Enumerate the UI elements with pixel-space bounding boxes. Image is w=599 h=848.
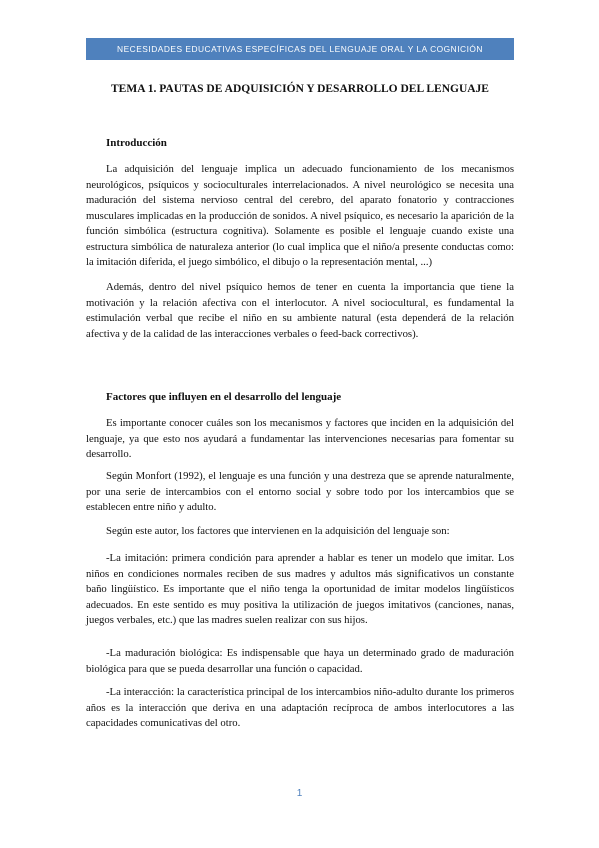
document-title: TEMA 1. PAUTAS DE ADQUISICIÓN Y DESARROLLO DEL LENGUAJE [111,83,489,95]
paragraph: Es importante conocer cuáles son los mecanismos y factores que inciden en la adquisición del lenguaje, ya que esto nos ayudará a fundamentar las intervenciones necesarias para fomentar su desarrollo. [86,417,514,460]
list-item-maduracion: -La maduración biológica: Es indispensable que haya un determinado grado de maduración biológica para que se pueda desarrollar una función o capacidad. [86,647,514,675]
running-header-text: NECESIDADES EDUCATIVAS ESPECÍFICAS DEL LENGUAJE ORAL Y LA COGNICIÓN [117,44,483,54]
list-item-interaccion: -La interacción: la característica principal de los intercambios niño-adulto durante los primeros años es la interacción que deriva en una adaptación recíproca de ambos interlocutores a las capacidades comunicativas del otro. [86,686,514,729]
paragraph: Según Monfort (1992), el lenguaje es una función y una destreza que se aprende naturalmente, por una serie de intercambios con el entorno social y sobre todo por los intercambios que se establecen entre niño y adulto. [86,470,514,513]
running-header [86,38,514,60]
section-heading-factores: Factores que influyen en el desarrollo del lenguaje [106,391,342,403]
paragraph: La adquisición del lenguaje implica un adecuado funcionamiento de los mecanismos neurológicos, psíquicos y socioculturales interrelacionados. A nivel neurológico se necesita una maduración del sistema nervioso central del cerebro, del aparato fonatorio y contracciones musculares implicadas en la producción de sonidos. A nivel psíquico, es necesario la aparición de la función simbólica (estructura cognitiva). Solamente es posible el lenguaje cuando existe una estructura simbólica de naturaleza anterior (lo cual implica que el niño/a presente conductas como: la imitación diferida, el juego simbólico, el dibujo o la representación mental, ...) [86,163,514,268]
section-heading-introduccion: Introducción [106,137,167,149]
paragraph: Además, dentro del nivel psíquico hemos de tener en cuenta la importancia que tiene la motivación y la relación afectiva con el interlocutor. A nivel sociocultural, es fundamental la estimulación verbal que recibe el niño en su ambiente natural (esta dependerá de la relación afectiva y de la calidad de las interacciones verbales o feed-back correctivos). [86,281,514,340]
paragraph: Según este autor, los factores que intervienen en la adquisición del lenguaje son: [106,525,450,537]
list-item-imitacion: -La imitación: primera condición para aprender a hablar es tener un modelo que imitar. Los niños en condiciones normales reciben de sus madres y adultos más significativos un constante baño lingüístico. Es importante que el niño tenga la oportunidad de imitar modelos lingüísticos adecuados. En este sentido es muy positiva la utilización de juegos imitativos (canciones, nanas, juegos verbales, etc.) que las madres suelen realizar con sus hijos. [86,552,514,626]
page-number: 1 [296,788,303,799]
